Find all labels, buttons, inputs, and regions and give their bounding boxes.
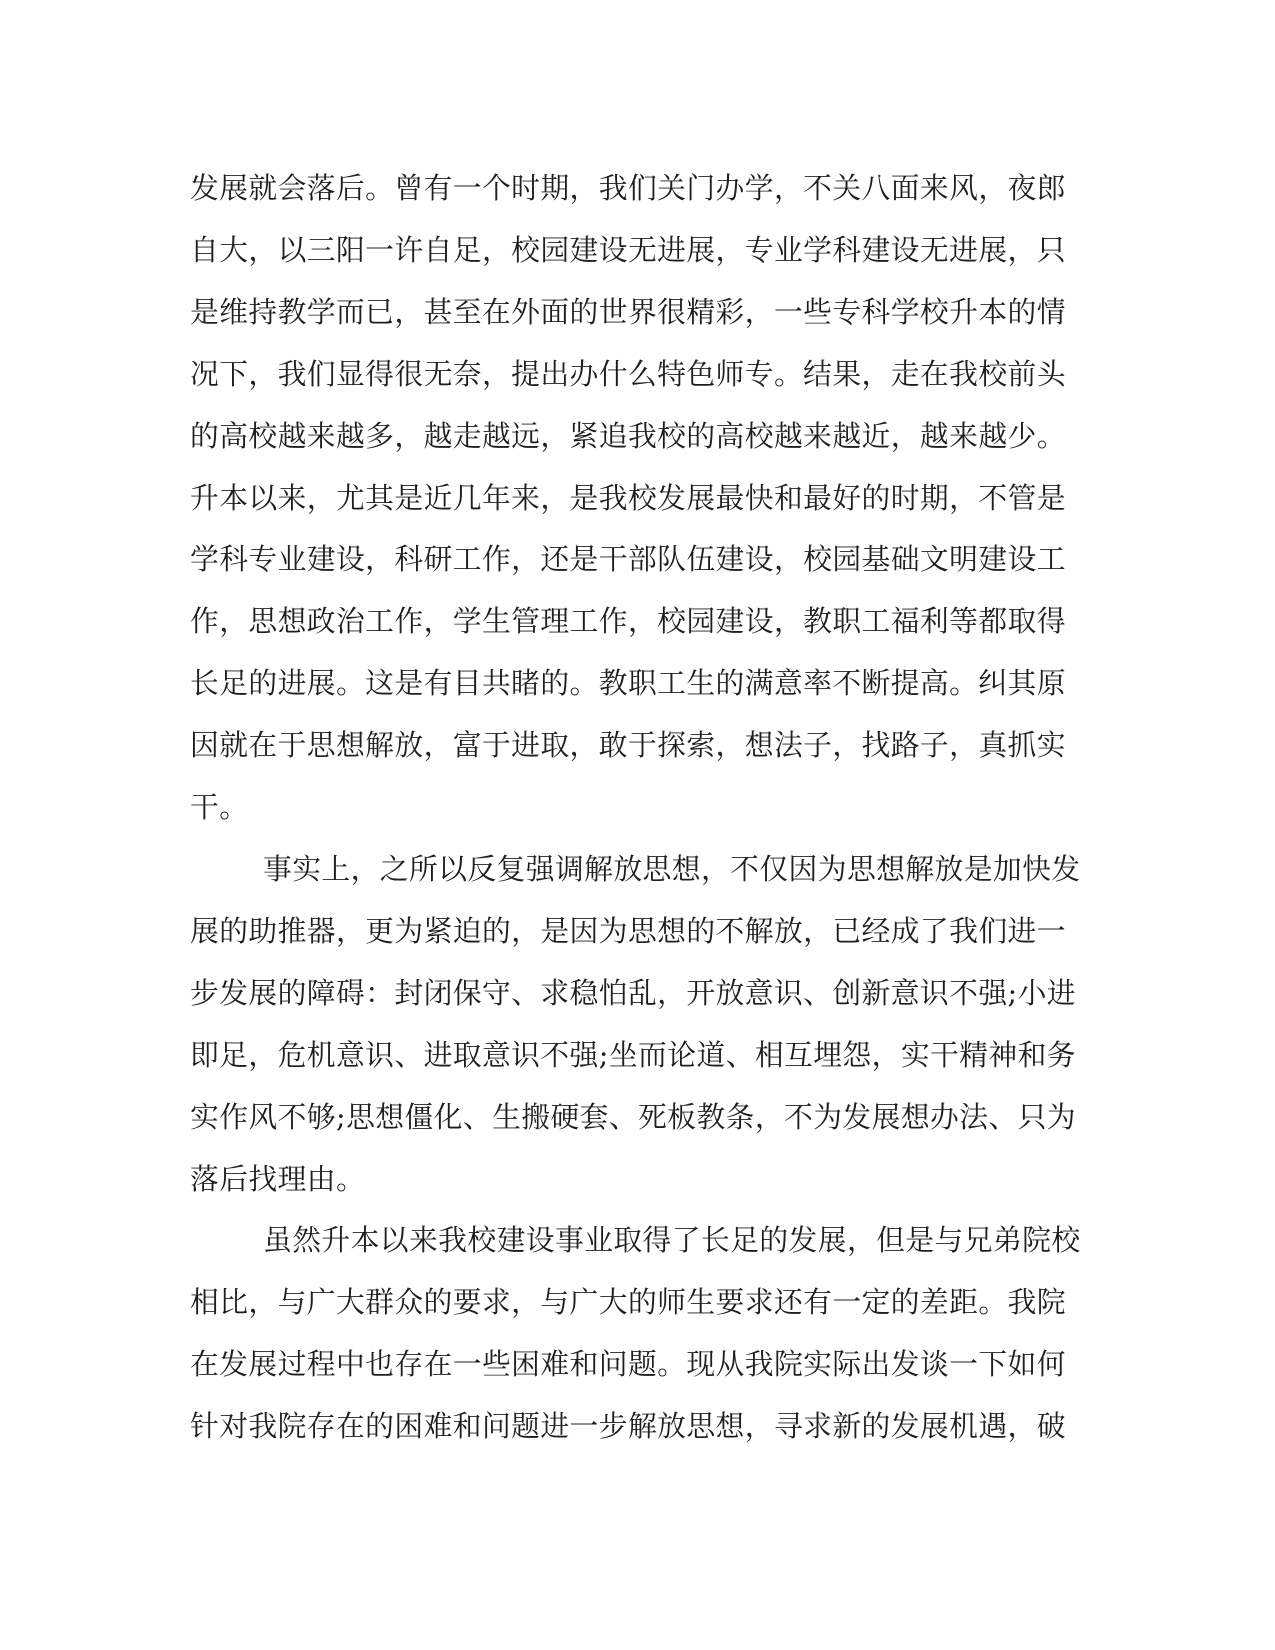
paragraph-2: 事实上，之所以反复强调解放思想，不仅因为思想解放是加快发展的助推器，更为紧迫的，是因为思想的不解放，已经成了我们进一步发展的障碍：封闭保守、求稳怕乱，开放意识、创新意识不强;小进即足，危机意识、进取意识不强;坐而论道、相互埋怨，实干精神和务实作风不够;思想僵化、生搬硬套、死板教条，不为发展想办法、只为落后找理由。	[190, 851, 1081, 1196]
document-body	[190, 158, 1090, 1458]
paragraph-3: 虽然升本以来我校建设事业取得了长足的发展，但是与兄弟院校相比，与广大群众的要求，与广大的师生要求还有一定的差距。我院在发展过程中也存在一些困难和问题。现从我院实际出发谈一下如何针对我院存在的困难和问题进一步解放思想，寻求新的发展机遇，破	[190, 1223, 1081, 1444]
paragraph-1: 发展就会落后。曾有一个时期，我们关门办学，不关八面来风，夜郎自大，以三阳一许自足，校园建设无进展，专业学科建设无进展，只是维持教学而已，甚至在外面的世界很精彩，一些专科学校升本的情况下，我们显得很无奈，提出办什么特色师专。结果，走在我校前头的高校越来越多，越走越远，紧追我校的高校越来越近，越来越少。升本以来，尤其是近几年来，是我校发展最快和最好的时期，不管是学科专业建设，科研工作，还是干部队伍建设，校园基础文明建设工作，思想政治工作，学生管理工作，校园建设，教职工福利等都取得长足的进展。这是有目共睹的。教职工生的满意率不断提高。纠其原因就在于思想解放，富于进取，敢于探索，想法子，找路子，真抓实干。	[190, 171, 1066, 825]
